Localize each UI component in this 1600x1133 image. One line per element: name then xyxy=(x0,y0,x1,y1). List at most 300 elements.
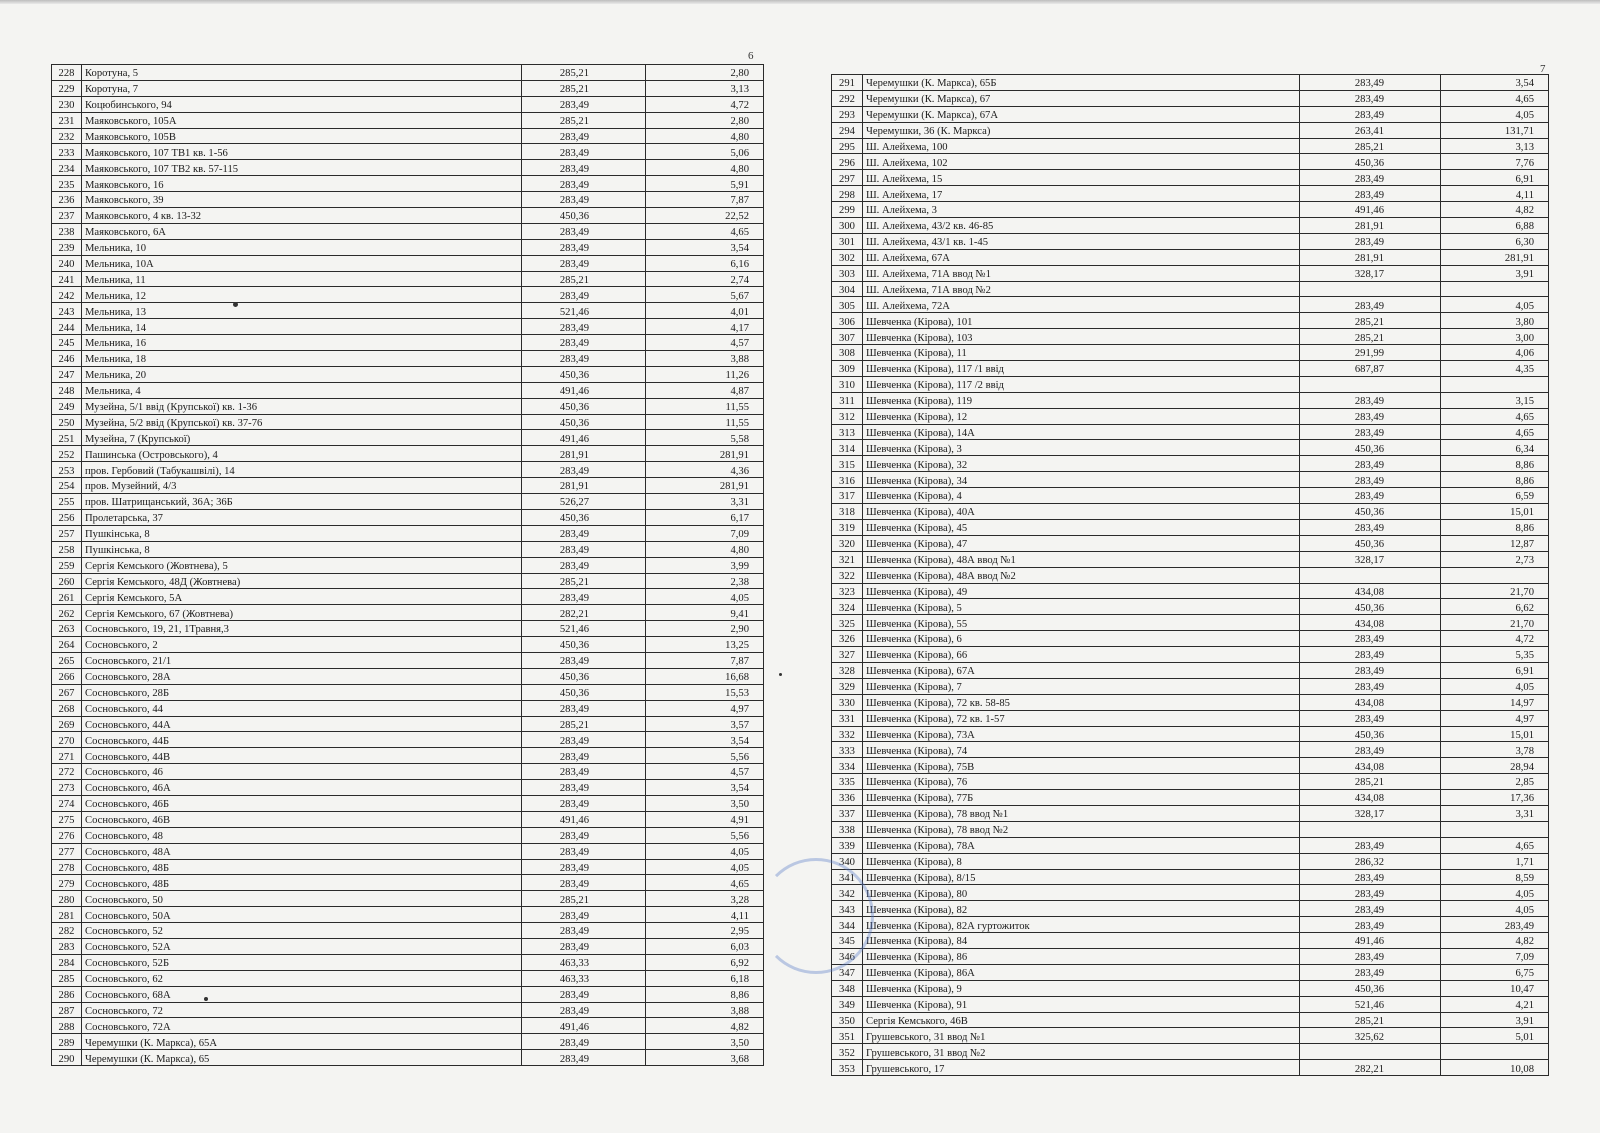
table-row xyxy=(832,504,1549,520)
address-cell: Сосновського, 46Б xyxy=(82,795,522,811)
table-row xyxy=(52,557,764,573)
address-cell: Пушкінська, 8 xyxy=(82,541,522,557)
row-number-cell: 351 xyxy=(832,1028,863,1044)
area-value-cell: 450,36 xyxy=(522,637,646,653)
share-value-cell: 6,92 xyxy=(646,954,764,970)
address-cell: Сосновського, 46А xyxy=(82,780,522,796)
row-number-cell: 347 xyxy=(832,964,863,980)
table-row xyxy=(52,891,764,907)
table-row xyxy=(832,535,1549,551)
table-row xyxy=(52,112,764,128)
address-cell: Мельника, 4 xyxy=(82,382,522,398)
row-number-cell: 304 xyxy=(832,281,863,297)
table-row xyxy=(832,758,1549,774)
table-row xyxy=(832,917,1549,933)
table-row xyxy=(832,551,1549,567)
share-value-cell: 3,50 xyxy=(646,1034,764,1050)
row-number-cell: 338 xyxy=(832,821,863,837)
share-value-cell: 4,57 xyxy=(646,335,764,351)
share-value-cell: 8,86 xyxy=(646,986,764,1002)
address-cell: Шевченка (Кірова), 75В xyxy=(863,758,1300,774)
area-value-cell: 283,49 xyxy=(522,938,646,954)
share-value-cell: 4,87 xyxy=(646,382,764,398)
table-row xyxy=(832,472,1549,488)
row-number-cell: 265 xyxy=(52,652,82,668)
share-value-cell: 281,91 xyxy=(1441,249,1549,265)
share-value-cell: 4,91 xyxy=(646,811,764,827)
area-value-cell: 283,49 xyxy=(522,335,646,351)
share-value-cell: 2,80 xyxy=(646,112,764,128)
share-value-cell: 3,50 xyxy=(646,795,764,811)
table-row xyxy=(832,376,1549,392)
area-value-cell: 283,49 xyxy=(1300,106,1441,122)
area-value-cell: 283,49 xyxy=(522,176,646,192)
address-cell: Коцюбинського, 94 xyxy=(82,96,522,112)
area-value-cell: 285,21 xyxy=(522,112,646,128)
area-value-cell: 283,49 xyxy=(1300,662,1441,678)
share-value-cell: 15,53 xyxy=(646,684,764,700)
area-value-cell: 283,49 xyxy=(1300,678,1441,694)
area-value-cell: 285,21 xyxy=(522,80,646,96)
table-row xyxy=(832,599,1549,615)
row-number-cell: 317 xyxy=(832,488,863,504)
area-value-cell: 463,33 xyxy=(522,954,646,970)
row-number-cell: 344 xyxy=(832,917,863,933)
area-value-cell: 285,21 xyxy=(1300,329,1441,345)
share-value-cell: 2,80 xyxy=(646,65,764,81)
share-value-cell: 4,82 xyxy=(646,1018,764,1034)
row-number-cell: 274 xyxy=(52,795,82,811)
table-row xyxy=(52,176,764,192)
address-cell: Ш. Алейхема, 15 xyxy=(863,170,1300,186)
area-value-cell xyxy=(1300,821,1441,837)
row-number-cell: 330 xyxy=(832,694,863,710)
table-row xyxy=(52,1018,764,1034)
table-row xyxy=(52,621,764,637)
table-row xyxy=(52,160,764,176)
address-cell: Сосновського, 2 xyxy=(82,637,522,653)
table-row xyxy=(52,414,764,430)
area-value-cell: 283,49 xyxy=(522,287,646,303)
area-value-cell: 283,49 xyxy=(1300,647,1441,663)
row-number-cell: 309 xyxy=(832,361,863,377)
table-row xyxy=(52,509,764,525)
row-number-cell: 285 xyxy=(52,970,82,986)
share-value-cell: 6,16 xyxy=(646,255,764,271)
area-value-cell: 283,49 xyxy=(1300,297,1441,313)
share-value-cell: 4,82 xyxy=(1441,933,1549,949)
area-value-cell: 328,17 xyxy=(1300,265,1441,281)
address-cell: Шевченка (Кірова), 47 xyxy=(863,535,1300,551)
area-value-cell: 325,62 xyxy=(1300,1028,1441,1044)
area-value-cell: 434,08 xyxy=(1300,790,1441,806)
table-row xyxy=(52,748,764,764)
row-number-cell: 237 xyxy=(52,208,82,224)
area-value-cell: 283,49 xyxy=(522,1002,646,1018)
address-cell: Коротуна, 7 xyxy=(82,80,522,96)
row-number-cell: 343 xyxy=(832,901,863,917)
share-value-cell: 15,01 xyxy=(1441,726,1549,742)
row-number-cell: 268 xyxy=(52,700,82,716)
share-value-cell: 8,86 xyxy=(1441,519,1549,535)
row-number-cell: 251 xyxy=(52,430,82,446)
area-value-cell: 283,49 xyxy=(522,859,646,875)
address-cell: Шевченка (Кірова), 48А ввод №1 xyxy=(863,551,1300,567)
table-row xyxy=(52,239,764,255)
table-row xyxy=(832,329,1549,345)
table-row xyxy=(832,313,1549,329)
area-value-cell: 491,46 xyxy=(522,811,646,827)
area-value-cell xyxy=(1300,281,1441,297)
table-row xyxy=(52,128,764,144)
scan-speck xyxy=(204,997,208,1001)
row-number-cell: 276 xyxy=(52,827,82,843)
table-row xyxy=(52,875,764,891)
address-cell: Маяковського, 16 xyxy=(82,176,522,192)
table-row xyxy=(832,821,1549,837)
table-row xyxy=(52,827,764,843)
table-row xyxy=(832,583,1549,599)
address-cell: Пушкінська, 8 xyxy=(82,525,522,541)
area-value-cell: 281,91 xyxy=(522,478,646,494)
table-row xyxy=(832,170,1549,186)
table-row xyxy=(52,907,764,923)
row-number-cell: 238 xyxy=(52,223,82,239)
share-value-cell: 4,72 xyxy=(646,96,764,112)
address-cell: Сосновського, 72А xyxy=(82,1018,522,1034)
address-cell: Мельника, 20 xyxy=(82,366,522,382)
table-row xyxy=(832,933,1549,949)
table-row xyxy=(832,1012,1549,1028)
area-value-cell: 283,49 xyxy=(1300,408,1441,424)
area-value-cell: 281,91 xyxy=(522,446,646,462)
address-cell: Ш. Алейхема, 71А ввод №1 xyxy=(863,265,1300,281)
page-number-right: 7 xyxy=(1540,63,1546,75)
address-cell: Шевченка (Кірова), 117 /2 ввід xyxy=(863,376,1300,392)
area-value-cell: 450,36 xyxy=(522,208,646,224)
table-row xyxy=(832,567,1549,583)
row-number-cell: 249 xyxy=(52,398,82,414)
area-value-cell: 283,49 xyxy=(522,795,646,811)
share-value-cell: 14,97 xyxy=(1441,694,1549,710)
area-value-cell: 283,49 xyxy=(522,652,646,668)
row-number-cell: 307 xyxy=(832,329,863,345)
share-value-cell: 3,91 xyxy=(1441,265,1549,281)
address-cell: Ш. Алейхема, 100 xyxy=(863,138,1300,154)
area-value-cell: 283,49 xyxy=(1300,901,1441,917)
share-value-cell: 6,17 xyxy=(646,509,764,525)
table-row xyxy=(52,780,764,796)
row-number-cell: 272 xyxy=(52,764,82,780)
table-row xyxy=(832,837,1549,853)
table-row xyxy=(52,541,764,557)
scan-speck xyxy=(233,302,238,307)
address-cell: Маяковського, 107 ТВ1 кв. 1-56 xyxy=(82,144,522,160)
address-cell: Мельника, 18 xyxy=(82,351,522,367)
table-row xyxy=(52,923,764,939)
table-row xyxy=(52,589,764,605)
share-value-cell: 6,91 xyxy=(1441,170,1549,186)
row-number-cell: 325 xyxy=(832,615,863,631)
share-value-cell: 11,55 xyxy=(646,398,764,414)
table-row xyxy=(52,96,764,112)
address-cell: Шевченка (Кірова), 72 кв. 58-85 xyxy=(863,694,1300,710)
row-number-cell: 320 xyxy=(832,535,863,551)
address-cell: Шевченка (Кірова), 91 xyxy=(863,996,1300,1012)
share-value-cell: 12,87 xyxy=(1441,535,1549,551)
address-cell: Шевченка (Кірова), 5 xyxy=(863,599,1300,615)
area-value-cell: 285,21 xyxy=(1300,1012,1441,1028)
area-value-cell: 463,33 xyxy=(522,970,646,986)
row-number-cell: 295 xyxy=(832,138,863,154)
row-number-cell: 277 xyxy=(52,843,82,859)
row-number-cell: 273 xyxy=(52,780,82,796)
row-number-cell: 234 xyxy=(52,160,82,176)
share-value-cell: 4,65 xyxy=(1441,424,1549,440)
area-value-cell: 283,49 xyxy=(522,986,646,1002)
address-cell: Сосновського, 72 xyxy=(82,1002,522,1018)
address-cell: Маяковського, 39 xyxy=(82,192,522,208)
area-value-cell: 283,49 xyxy=(1300,742,1441,758)
share-value-cell: 4,17 xyxy=(646,319,764,335)
row-number-cell: 346 xyxy=(832,948,863,964)
row-number-cell: 248 xyxy=(52,382,82,398)
address-cell: Сосновського, 48Б xyxy=(82,859,522,875)
row-number-cell: 281 xyxy=(52,907,82,923)
address-cell: Мельника, 10А xyxy=(82,255,522,271)
row-number-cell: 271 xyxy=(52,748,82,764)
table-row xyxy=(832,345,1549,361)
row-number-cell: 287 xyxy=(52,1002,82,1018)
row-number-cell: 342 xyxy=(832,885,863,901)
row-number-cell: 269 xyxy=(52,716,82,732)
share-value-cell: 4,05 xyxy=(1441,885,1549,901)
row-number-cell: 230 xyxy=(52,96,82,112)
table-row xyxy=(52,287,764,303)
row-number-cell: 239 xyxy=(52,239,82,255)
address-cell: Маяковського, 105В xyxy=(82,128,522,144)
address-cell: Музейна, 7 (Крупської) xyxy=(82,430,522,446)
table-row xyxy=(52,732,764,748)
row-number-cell: 340 xyxy=(832,853,863,869)
area-value-cell: 283,49 xyxy=(1300,472,1441,488)
address-cell: Сосновського, 52Б xyxy=(82,954,522,970)
area-value-cell: 434,08 xyxy=(1300,758,1441,774)
share-value-cell: 3,54 xyxy=(646,732,764,748)
share-value-cell: 4,57 xyxy=(646,764,764,780)
row-number-cell: 270 xyxy=(52,732,82,748)
address-cell: Шевченка (Кірова), 8 xyxy=(863,853,1300,869)
share-value-cell: 3,13 xyxy=(1441,138,1549,154)
address-cell: Пашинська (Островського), 4 xyxy=(82,446,522,462)
address-cell: Сосновського, 44 xyxy=(82,700,522,716)
area-value-cell: 282,21 xyxy=(1300,1060,1441,1076)
table-row xyxy=(52,430,764,446)
address-cell: Ш. Алейхема, 43/2 кв. 46-85 xyxy=(863,218,1300,234)
row-number-cell: 228 xyxy=(52,65,82,81)
table-row xyxy=(832,869,1549,885)
area-value-cell: 491,46 xyxy=(522,1018,646,1034)
table-row xyxy=(832,710,1549,726)
row-number-cell: 321 xyxy=(832,551,863,567)
table-row xyxy=(52,954,764,970)
share-value-cell: 4,21 xyxy=(1441,996,1549,1012)
share-value-cell: 131,71 xyxy=(1441,122,1549,138)
area-value-cell: 283,49 xyxy=(1300,186,1441,202)
share-value-cell: 7,09 xyxy=(1441,948,1549,964)
address-cell: Сергія Кемського, 5А xyxy=(82,589,522,605)
table-row xyxy=(832,662,1549,678)
area-value-cell xyxy=(1300,1044,1441,1060)
table-row xyxy=(832,90,1549,106)
share-value-cell: 11,26 xyxy=(646,366,764,382)
row-number-cell: 345 xyxy=(832,933,863,949)
area-value-cell: 434,08 xyxy=(1300,583,1441,599)
row-number-cell: 236 xyxy=(52,192,82,208)
row-number-cell: 299 xyxy=(832,202,863,218)
table-row xyxy=(52,192,764,208)
area-value-cell: 283,49 xyxy=(1300,456,1441,472)
share-value-cell: 6,62 xyxy=(1441,599,1549,615)
row-number-cell: 353 xyxy=(832,1060,863,1076)
share-value-cell: 8,59 xyxy=(1441,869,1549,885)
table-row xyxy=(52,764,764,780)
table-row xyxy=(832,202,1549,218)
area-value-cell: 283,49 xyxy=(1300,90,1441,106)
share-value-cell: 8,86 xyxy=(1441,456,1549,472)
address-cell: Черемушки (К. Маркса), 65 xyxy=(82,1050,522,1066)
share-value-cell: 9,41 xyxy=(646,605,764,621)
area-value-cell: 283,49 xyxy=(522,160,646,176)
row-number-cell: 333 xyxy=(832,742,863,758)
area-value-cell: 283,49 xyxy=(1300,170,1441,186)
row-number-cell: 290 xyxy=(52,1050,82,1066)
address-cell: Сергія Кемського, 46В xyxy=(863,1012,1300,1028)
row-number-cell: 257 xyxy=(52,525,82,541)
row-number-cell: 280 xyxy=(52,891,82,907)
area-value-cell: 434,08 xyxy=(1300,694,1441,710)
area-value-cell: 283,49 xyxy=(522,525,646,541)
address-cell: Музейна, 5/2 ввід (Крупської) кв. 37-76 xyxy=(82,414,522,430)
share-value-cell: 4,05 xyxy=(646,843,764,859)
row-number-cell: 341 xyxy=(832,869,863,885)
area-value-cell: 283,49 xyxy=(522,875,646,891)
area-value-cell: 283,49 xyxy=(1300,885,1441,901)
row-number-cell: 306 xyxy=(832,313,863,329)
area-value-cell: 283,49 xyxy=(522,351,646,367)
address-cell: Сосновського, 44А xyxy=(82,716,522,732)
table-row xyxy=(52,716,764,732)
table-row xyxy=(52,446,764,462)
row-number-cell: 348 xyxy=(832,980,863,996)
table-row xyxy=(832,774,1549,790)
area-value-cell: 283,49 xyxy=(1300,869,1441,885)
table-row xyxy=(52,573,764,589)
row-number-cell: 294 xyxy=(832,122,863,138)
table-row xyxy=(52,652,764,668)
row-number-cell: 262 xyxy=(52,605,82,621)
row-number-cell: 292 xyxy=(832,90,863,106)
share-value-cell: 3,78 xyxy=(1441,742,1549,758)
table-row xyxy=(832,488,1549,504)
share-value-cell: 5,56 xyxy=(646,748,764,764)
table-row xyxy=(52,859,764,875)
share-value-cell xyxy=(1441,1044,1549,1060)
table-row xyxy=(52,938,764,954)
table-row xyxy=(832,218,1549,234)
row-number-cell: 242 xyxy=(52,287,82,303)
row-number-cell: 241 xyxy=(52,271,82,287)
address-cell: Сосновського, 48 xyxy=(82,827,522,843)
table-row xyxy=(52,462,764,478)
area-value-cell xyxy=(1300,376,1441,392)
share-value-cell: 5,67 xyxy=(646,287,764,303)
row-number-cell: 312 xyxy=(832,408,863,424)
address-cell: Шевченка (Кірова), 119 xyxy=(863,392,1300,408)
table-row xyxy=(52,494,764,510)
table-row xyxy=(52,319,764,335)
share-value-cell: 6,91 xyxy=(1441,662,1549,678)
share-value-cell: 3,88 xyxy=(646,1002,764,1018)
page-number-left: 6 xyxy=(748,50,754,62)
area-value-cell: 285,21 xyxy=(1300,313,1441,329)
table-row xyxy=(832,122,1549,138)
share-value-cell: 4,35 xyxy=(1441,361,1549,377)
table-row xyxy=(52,208,764,224)
area-value-cell: 521,46 xyxy=(522,621,646,637)
address-cell: Грушевського, 31 ввод №1 xyxy=(863,1028,1300,1044)
row-number-cell: 319 xyxy=(832,519,863,535)
area-value-cell: 283,49 xyxy=(522,700,646,716)
table-row xyxy=(832,901,1549,917)
table-row xyxy=(832,265,1549,281)
area-value-cell: 283,49 xyxy=(1300,392,1441,408)
share-value-cell: 4,97 xyxy=(1441,710,1549,726)
table-row xyxy=(52,303,764,319)
table-row xyxy=(52,668,764,684)
address-cell: Маяковського, 6А xyxy=(82,223,522,239)
area-value-cell: 283,49 xyxy=(1300,424,1441,440)
address-cell: Шевченка (Кірова), 55 xyxy=(863,615,1300,631)
area-value-cell: 283,49 xyxy=(1300,631,1441,647)
row-number-cell: 329 xyxy=(832,678,863,694)
area-value-cell: 283,49 xyxy=(1300,519,1441,535)
share-value-cell: 5,35 xyxy=(1441,647,1549,663)
share-value-cell: 3,13 xyxy=(646,80,764,96)
share-value-cell: 4,72 xyxy=(1441,631,1549,647)
table-row xyxy=(832,1028,1549,1044)
table-row xyxy=(832,1044,1549,1060)
area-value-cell: 283,49 xyxy=(522,1034,646,1050)
area-value-cell: 283,49 xyxy=(522,923,646,939)
address-cell: Ш. Алейхема, 43/1 кв. 1-45 xyxy=(863,233,1300,249)
table-row xyxy=(832,186,1549,202)
area-value-cell: 285,21 xyxy=(1300,774,1441,790)
area-value-cell: 450,36 xyxy=(1300,440,1441,456)
area-value-cell: 450,36 xyxy=(522,398,646,414)
row-number-cell: 261 xyxy=(52,589,82,605)
table-row xyxy=(52,398,764,414)
row-number-cell: 303 xyxy=(832,265,863,281)
share-value-cell: 281,91 xyxy=(646,478,764,494)
share-value-cell: 4,65 xyxy=(1441,837,1549,853)
share-value-cell: 22,52 xyxy=(646,208,764,224)
row-number-cell: 286 xyxy=(52,986,82,1002)
area-value-cell: 450,36 xyxy=(1300,535,1441,551)
area-value-cell: 283,49 xyxy=(1300,917,1441,933)
row-number-cell: 279 xyxy=(52,875,82,891)
share-value-cell: 2,38 xyxy=(646,573,764,589)
